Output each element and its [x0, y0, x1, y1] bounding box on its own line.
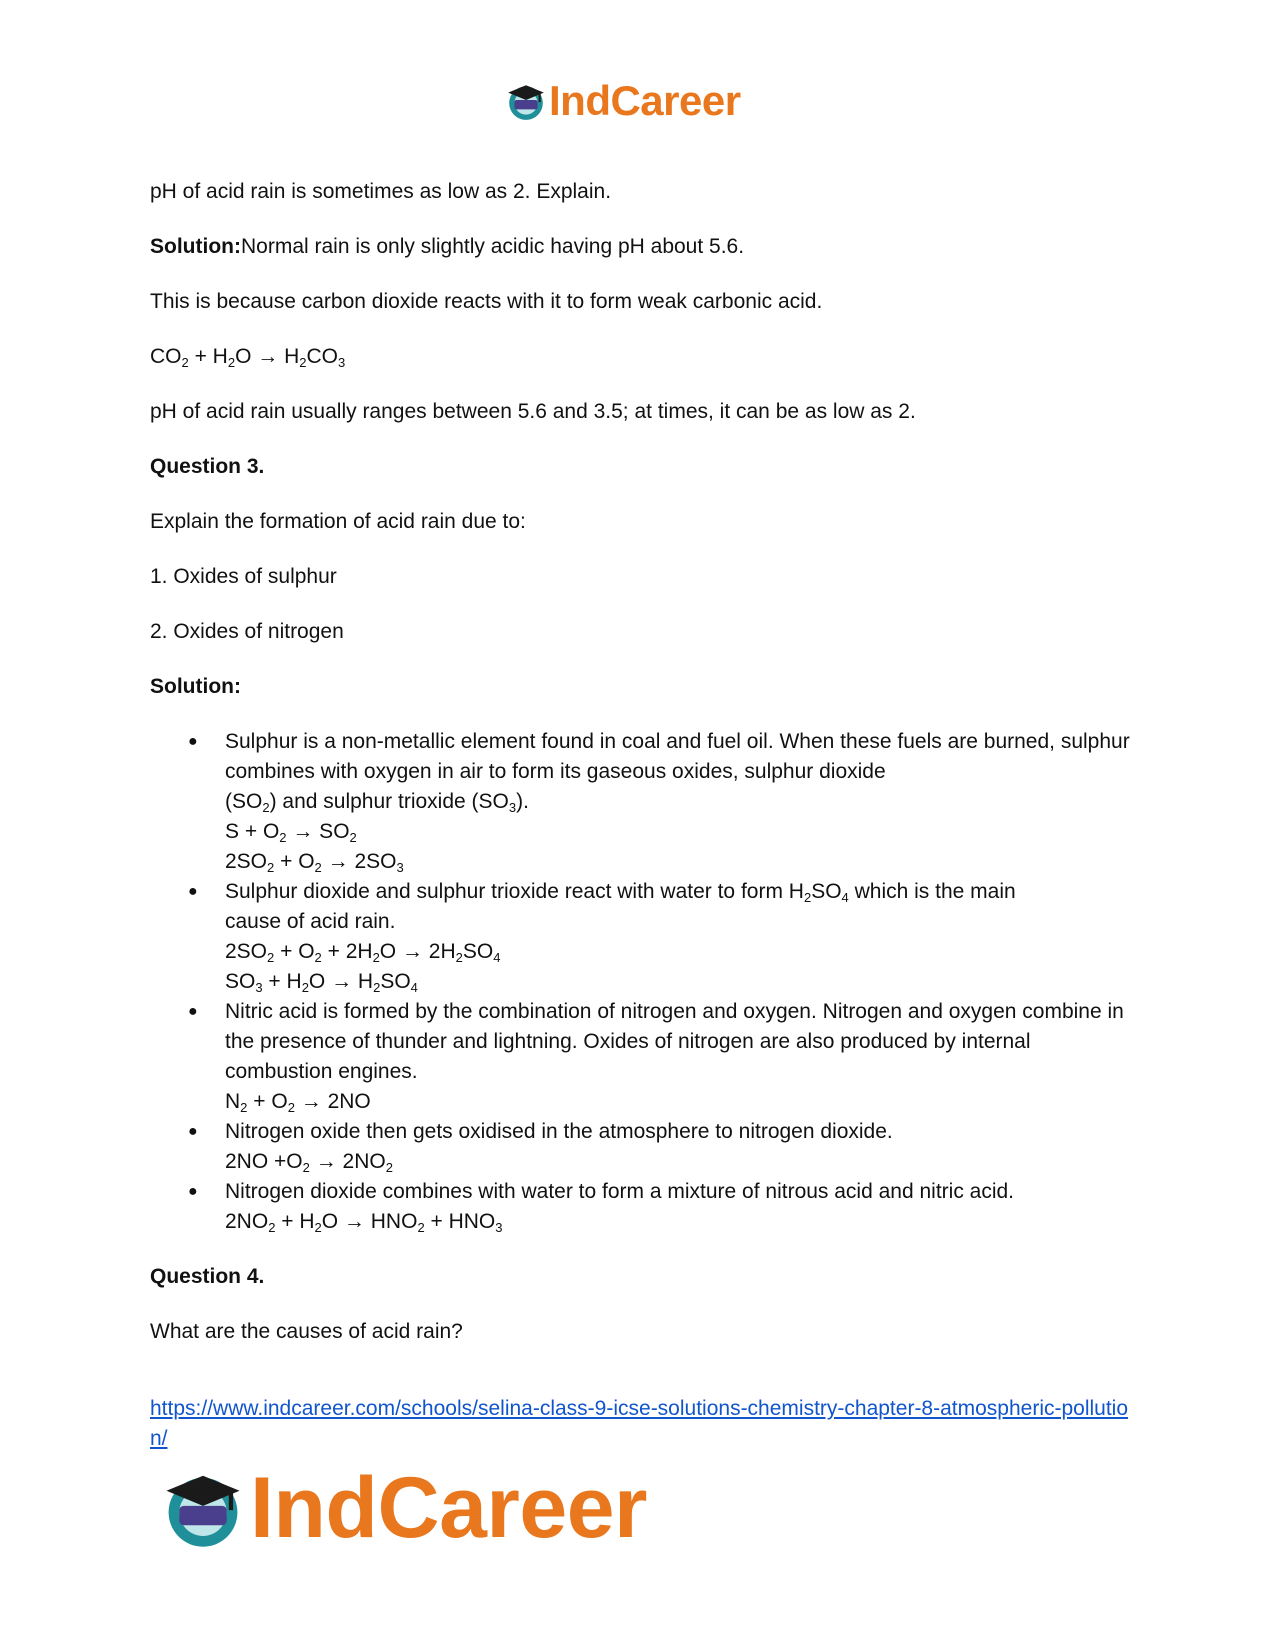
- list-item: [150, 997, 1135, 1117]
- list-item: [150, 877, 1135, 997]
- question-3-solution-label: Solution:: [150, 675, 241, 698]
- list-item: [150, 1117, 1135, 1177]
- solution-label: Solution:: [150, 235, 241, 258]
- bullet-5-text: Nitrogen dioxide combines with water to form a mixture of nitrous acid and nitric acid.: [225, 1180, 1015, 1203]
- solution-list: [150, 727, 1135, 1237]
- list-item: [150, 727, 1135, 877]
- equation-2so2-o2: $2SO_2 + O_2 \to 2SO_3$: [225, 850, 404, 875]
- question-3-text: Explain the formation of acid rain due to:: [150, 510, 526, 533]
- header-logo: [505, 77, 741, 124]
- logo-text: IndCareer: [549, 77, 741, 124]
- equation-n2-o2: $N_2 + O_2 \to 2NO$: [225, 1090, 371, 1115]
- list-item: [150, 1177, 1135, 1237]
- question-2-solution: [150, 232, 1135, 262]
- graduation-cap-globe-icon: [505, 80, 547, 122]
- question-3-heading: Question 3.: [150, 455, 265, 478]
- solution-text: Normal rain is only slightly acidic having pH about 5.6.: [240, 235, 745, 258]
- equation-carbonic-acid: $CO_2 + H_2O \to H_2CO_3$: [150, 345, 346, 370]
- equation-2so2-h2o: $2SO_2 + O_2 + 2H_2O \to 2H_2SO_4$: [225, 940, 501, 965]
- equation-2no2-h2o: $2NO_2 + H_2O \to HNO_2 + HNO_3$: [225, 1210, 503, 1235]
- graduation-cap-globe-icon: [160, 1465, 246, 1551]
- bullet-3-text: Nitric acid is formed by the combination of nitrogen and oxygen. Nitrogen and oxygen combine in the presence of thunder and lightning. Oxides of nitrogen are also produced by internal combustion engines.: [225, 1000, 1124, 1083]
- bullet-2-text-b: cause of acid rain.: [225, 910, 396, 933]
- equation-2no-o2: $2NO +O_2 \to 2NO_2$: [225, 1150, 393, 1175]
- equation-so3-h2o: $SO_3 + H_2O \to H_2SO_4$: [225, 970, 418, 995]
- question-4-heading: Question 4.: [150, 1265, 265, 1288]
- question-2-line-3: pH of acid rain usually ranges between 5.6 and 3.5; at times, it can be as low as 2.: [150, 400, 916, 423]
- bullet-4-text: Nitrogen oxide then gets oxidised in the atmosphere to nitrogen dioxide.: [225, 1120, 893, 1143]
- document-body: [150, 177, 1135, 1372]
- footer-logo: [160, 1460, 647, 1556]
- equation-s-o2: $S + O_2 \to SO_2$: [225, 820, 357, 845]
- question-2-text: pH of acid rain is sometimes as low as 2. Explain.: [150, 180, 612, 203]
- source-link[interactable]: https://www.indcareer.com/schools/selina-class-9-icse-solutions-chemistry-chapter-8-atmospheric-pollution/: [150, 1397, 1129, 1450]
- question-3-item-1: 1. Oxides of sulphur: [150, 565, 337, 588]
- logo-text: IndCareer: [250, 1460, 647, 1556]
- question-3-item-2: 2. Oxides of nitrogen: [150, 620, 344, 643]
- bullet-1-oxides: $(SO_2)$ and sulphur trioxide $(SO_3)$.: [225, 790, 529, 815]
- bullet-2-text: Sulphur dioxide and sulphur trioxide react with water to form $H_2SO_4$ which is the main: [225, 880, 1016, 905]
- question-4-text: What are the causes of acid rain?: [150, 1320, 463, 1343]
- bullet-1-text: Sulphur is a non-metallic element found in coal and fuel oil. When these fuels are burned, sulphur combines with oxygen in air to form its gaseous oxides, sulphur dioxide: [225, 730, 1130, 783]
- question-2-line-2: This is because carbon dioxide reacts with it to form weak carbonic acid.: [150, 290, 823, 313]
